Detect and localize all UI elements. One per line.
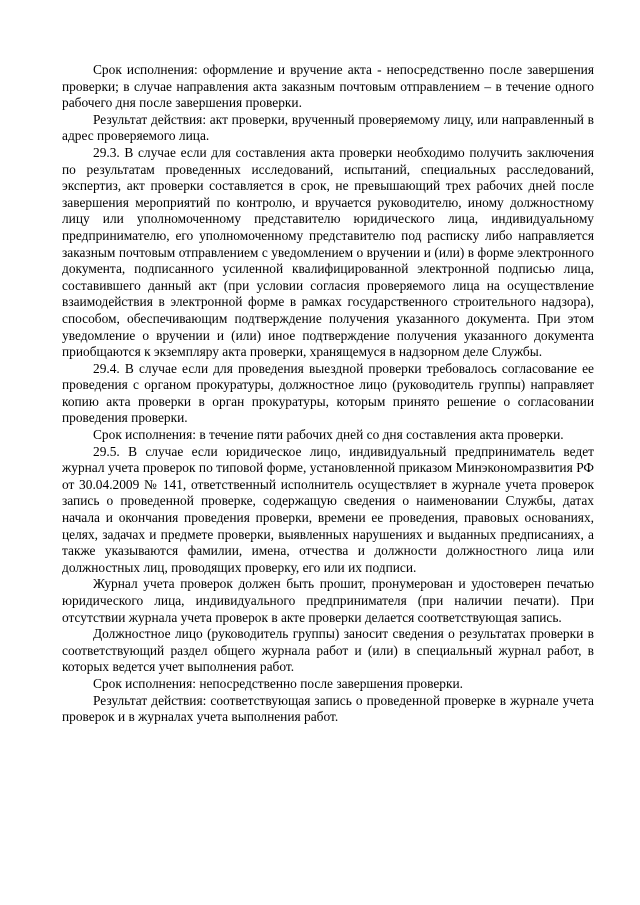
paragraph-deadline-prosecutor: Срок исполнения: в течение пяти рабочих дней со дня составления акта проверки. bbox=[93, 427, 564, 443]
paragraph-official-entries: Должностное лицо (руководитель группы) заносит сведения о результатах проверки в соответствующий раздел общего журнала работ и (или) в специальный журнал работ, в которых ведется учет выполнения работ. bbox=[62, 626, 594, 675]
paragraph-result-act: Результат действия: акт проверки, врученный проверяемому лицу, или направленный в адрес проверяемого лица. bbox=[62, 111, 594, 144]
paragraph-result-entries: Результат действия: соответствующая запись о проведенной проверке в журнале учета проверок и в журналах учета выполнения работ. bbox=[62, 692, 594, 725]
paragraph-29-4: 29.4. В случае если для проведения выездной проверки требовалось согласование ее проведения с органом прокуратуры, должностное лицо (руководитель группы) направляет копию акта проверки в орган прокуратуры, которым принято решение о согласовании проведения проверки. bbox=[62, 360, 594, 426]
paragraph-29-5: 29.5. В случае если юридическое лицо, индивидуальный предприниматель ведет журнал учета проверок по типовой форме, установленной приказом Минэкономразвития РФ от 30.04.2009 № 141, ответственный исполнитель осуществляет в журнале учета проверок запись о проведенной проверке, содержащую сведения о наименовании Службы, датах начала и окончания проведения проверки, времени ее проведения, правовых основаниях, целях, задачах и предмете проверки, выявленных нарушениях и выданных предписаниях, а также указываются фамилии, имена, отчества и должности должностного лица или должностных лиц, проводящих проверку, его или их подписи. bbox=[62, 443, 594, 575]
paragraph-29-3: 29.3. В случае если для составления акта проверки необходимо получить заключения по результатам проведенных исследований, испытаний, специальных расследований, экспертиз, акт проверки составляется в срок, не превышающий трех рабочих дней после завершения мероприятий по контролю, и вручается руководителю, иному должностному лицу или уполномоченному представителю юридического лица, индивидуальному предпринимателю, его уполномоченному представителю под расписку либо направляется заказным почтовым отправлением с уведомлением о вручении и (или) в форме электронного документа, подписанного усиленной квалифицированной электронной подписью лица, составившего данный акт (при условии согласия проверяемого лица на осуществление взаимодействия в электронной форме в рамках государственного строительного надзора), способом, обеспечивающим подтверждение получения указанного документа. При этом уведомление о вручении и (или) иное подтверждение получения указанного документа приобщаются к экземпляру акта проверки, хранящемуся в надзорном деле Службы. bbox=[62, 144, 594, 360]
document-body bbox=[62, 62, 594, 726]
paragraph-deadline-act: Срок исполнения: оформление и вручение акта - непосредственно после завершения проверки; в случае направления акта заказным почтовым отправлением – в течение одного рабочего дня после завершения проверки. bbox=[62, 62, 594, 111]
paragraph-deadline-entries: Срок исполнения: непосредственно после завершения проверки. bbox=[93, 675, 463, 691]
paragraph-journal-requirements: Журнал учета проверок должен быть прошит, пронумерован и удостоверен печатью юридического лица, индивидуального предпринимателя (при наличии печати). При отсутствии журнала учета проверок в акте проверки делается соответствующая запись. bbox=[62, 576, 594, 625]
